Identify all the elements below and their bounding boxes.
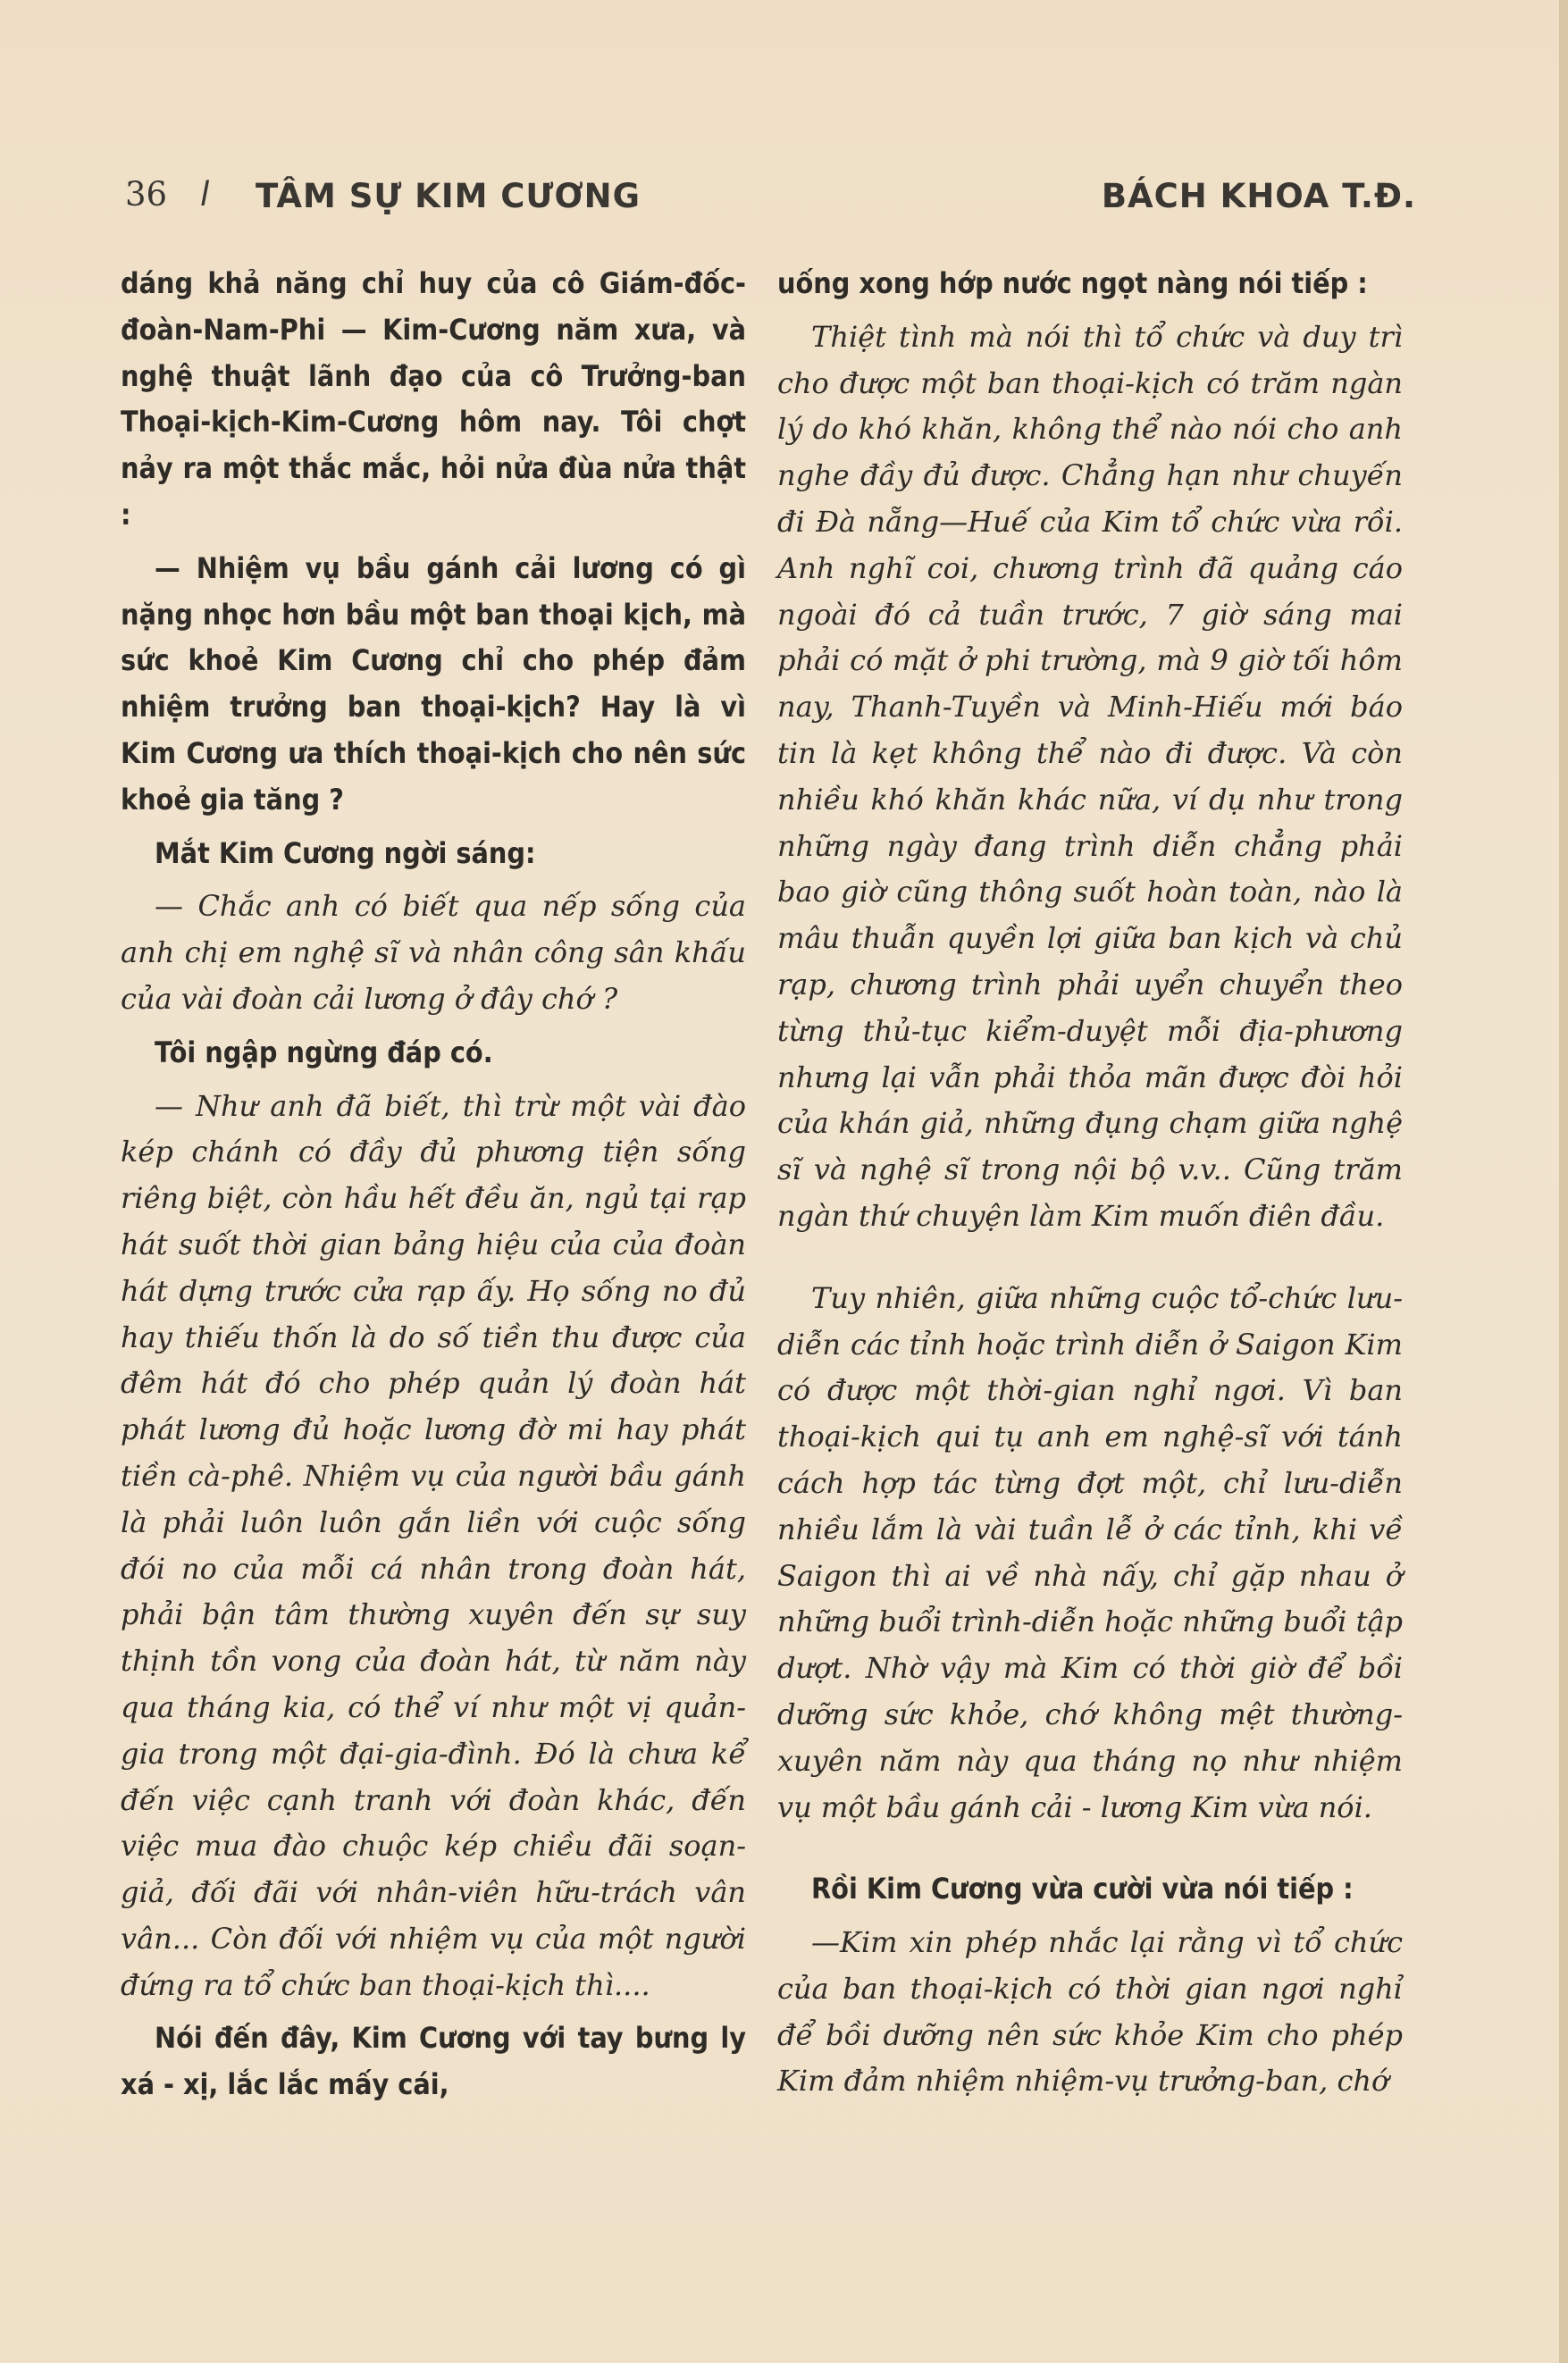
right-column xyxy=(777,261,1403,2105)
paragraph: — Chắc anh có biết qua nếp sống của anh chị em nghệ sĩ và nhân công sân khấu của vài đoàn cải lương ở đây chớ ? xyxy=(121,889,746,1016)
page-header xyxy=(0,170,1568,223)
paragraph: Tôi ngập ngừng đáp có. xyxy=(155,1035,493,1069)
paragraph: dáng khả năng chỉ huy của cô Giám-đốc-đoàn-Nam-Phi — Kim-Cương năm xưa, và nghệ thuật lãnh đạo của cô Trưởng-ban Thoại-kịch-Kim-Cương hôm nay. Tôi chợt nảy ra một thắc mắc, hỏi nửa đùa nửa thật : xyxy=(121,266,746,532)
journal-title: BÁCH KHOA T.Đ. xyxy=(1101,177,1416,215)
left-column xyxy=(121,261,746,2108)
page-edge xyxy=(1559,0,1568,2363)
paragraph: uống xong hớp nước ngọt nàng nói tiếp : xyxy=(777,266,1368,300)
paragraph: Rồi Kim Cương vừa cười vừa nói tiếp : xyxy=(811,1872,1354,1906)
paragraph: Mắt Kim Cương ngời sáng: xyxy=(155,835,536,870)
paragraph: — Nhiệm vụ bầu gánh cải lương có gì nặng nhọc hơn bầu một ban thoại kịch, mà sức khoẻ Kim Cương chỉ cho phép đảm nhiệm trưởng ban thoại-kịch? Hay là vì Kim Cương ưa thích thoại-kịch cho nên sức khoẻ gia tăng ? xyxy=(121,550,746,817)
paragraph: Tuy nhiên, giữa những cuộc tổ-chức lưu-diễn các tỉnh hoặc trình diễn ở Saigon Kim có được một thời-gian nghỉ ngơi. Vì ban thoại-kịch qui tụ anh em nghệ-sĩ với tánh cách hợp tác từng đợt một, chỉ lưu-diễn nhiều lắm là vài tuần lễ ở các tỉnh, khi về Saigon thì ai về nhà nấy, chỉ gặp nhau ở những buổi trình-diễn hoặc những buổi tập dượt. Nhờ vậy mà Kim có thời giờ để bồi dưỡng sức khỏe, chớ không mệt thường-xuyên năm này qua tháng nọ như nhiệm vụ một bầu gánh cải - lương Kim vừa nói. xyxy=(777,1280,1403,1824)
paragraph: Thiệt tình mà nói thì tổ chức và duy trì cho được một ban thoại-kịch có trăm ngàn lý do khó khăn, không thể nào nói cho anh nghe đầy đủ được. Chẳng hạn như chuyến đi Đà nẵng—Huế của Kim tổ chức vừa rồi. Anh nghĩ coi, chương trình đã quảng cáo ngoài đó cả tuần trước, 7 giờ sáng mai phải có mặt ở phi trường, mà 9 giờ tối hôm nay, Thanh-Tuyền và Minh-Hiếu mới báo tin là kẹt không thể nào đi được. Và còn nhiều khó khăn khác nữa, ví dụ như trong những ngày đang trình diễn chẳng phải bao giờ cũng thông suốt hoàn toàn, nào là mâu thuẫn quyền lợi giữa ban kịch và chủ rạp, chương trình phải uyển chuyển theo từng thủ-tục kiểm-duyệt mỗi địa-phương nhưng lại vẫn phải thỏa mãn được đòi hỏi của khán giả, những đụng chạm giữa nghệ sĩ và nghệ sĩ trong nội bộ v.v.. Cũng trăm ngàn thứ chuyện làm Kim muốn điên đầu. xyxy=(777,319,1403,1233)
header-separator: l xyxy=(200,175,210,214)
paragraph: — Như anh đã biết, thì trừ một vài đào kép chánh có đầy đủ phương tiện sống riêng biệt, còn hầu hết đều ăn, ngủ tại rạp hát suốt thời gian bảng hiệu của của đoàn hát dựng trước cửa rạp ấy. Họ sống no đủ hay thiếu thốn là do số tiền thu được của đêm hát đó cho phép quản lý đoàn hát phát lương đủ hoặc lương đờ mi hay phát tiền cà-phê. Nhiệm vụ của người bầu gánh là phải luôn luôn gắn liền với cuộc sống đói no của mỗi cá nhân trong đoàn hát, phải bận tâm thường xuyên đến sự suy thịnh tồn vong của đoàn hát, từ năm này qua tháng kia, có thể ví như một vị quản-gia trong một đại-gia-đình. Đó là chưa kể đến việc cạnh tranh với đoàn khác, đến việc mua đào chuộc kép chiều đãi soạn-giả, đối đãi với nhân-viên hữu-trách vân vân... Còn đối với nhiệm vụ của một người đứng ra tổ chức ban thoại-kịch thì.... xyxy=(121,1088,746,2002)
page-number: 36 xyxy=(125,175,168,214)
paragraph: —Kim xin phép nhắc lại rằng vì tổ chức của ban thoại-kịch có thời gian ngơi nghỉ để bồi dưỡng nên sức khỏe Kim cho phép Kim đảm nhiệm nhiệm-vụ trưởng-ban, chớ xyxy=(777,1925,1403,2099)
paragraph: Nói đến đây, Kim Cương với tay bưng ly xá - xị, lắc lắc mấy cái, xyxy=(121,2021,746,2102)
running-title: TÂM SỰ KIM CƯƠNG xyxy=(256,177,641,215)
